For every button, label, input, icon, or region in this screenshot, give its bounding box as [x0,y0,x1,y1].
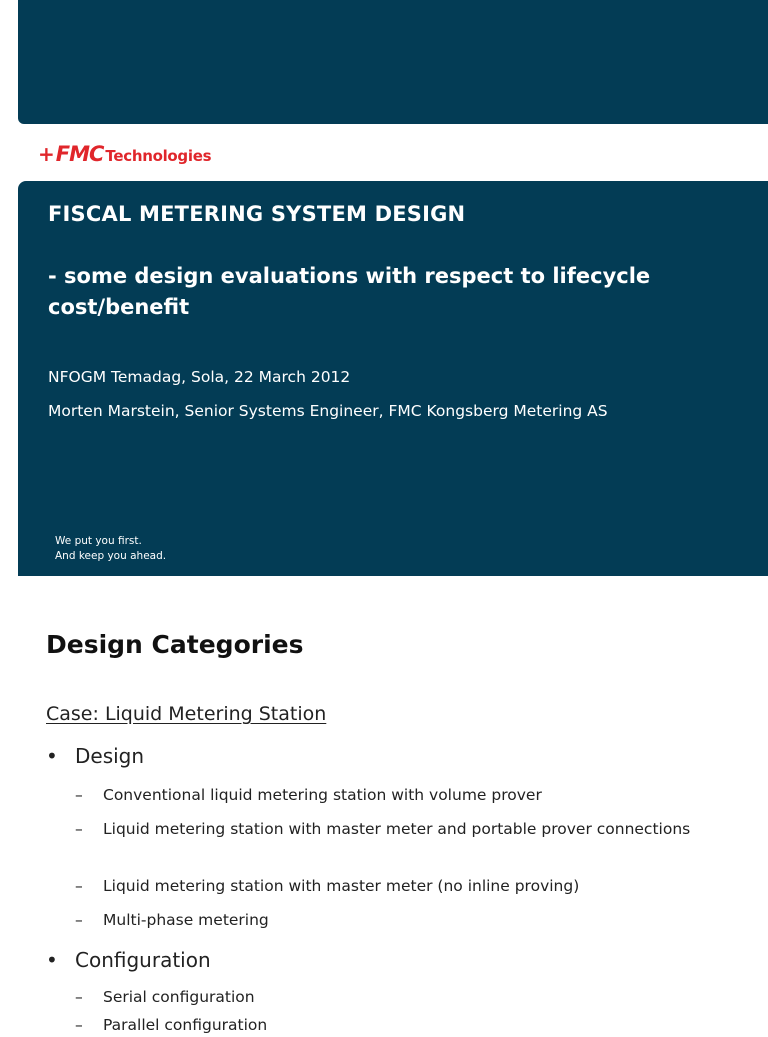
event-info: NFOGM Temadag, Sola, 22 March 2012 [48,368,351,386]
logo-brand: FMC [55,142,104,166]
list-item [75,875,695,898]
author-info: Morten Marstein, Senior Systems Engineer, FMC Kongsberg Metering AS [48,402,608,420]
bullet-item [46,948,211,972]
dash-icon: – [75,786,83,804]
bullet-label: Configuration [75,948,211,972]
list-item [75,1014,695,1037]
list-item-text: Liquid metering station with master meter and portable prover connections [103,820,691,838]
tagline-line-2: And keep you ahead. [55,550,167,562]
tagline [55,534,166,564]
tagline-line-1: We put you first. [55,535,142,547]
list-item-text: Multi-phase metering [103,911,269,929]
case-title: Case: Liquid Metering Station [46,703,327,725]
title-slide [18,181,768,576]
list-item-text: Conventional liquid metering station with volume prover [103,786,542,804]
dash-icon: – [75,911,83,929]
header-band [18,0,768,124]
dash-icon: – [75,820,83,838]
dash-icon: – [75,1016,83,1034]
list-item [75,909,695,932]
list-item-text: Liquid metering station with master meter (no inline proving) [103,877,580,895]
slide-title: FISCAL METERING SYSTEM DESIGN [48,202,466,226]
list-item-text: Serial configuration [103,988,255,1006]
bullet-label: Design [75,744,145,768]
bullet-item [46,744,144,768]
list-item [75,784,695,807]
bullet-icon: • [46,744,58,768]
list-item [75,818,695,841]
dash-icon: – [75,988,83,1006]
logo-suffix: Technologies [105,147,212,165]
list-item-text: Parallel configuration [103,1016,268,1034]
bullet-icon: • [46,948,58,972]
list-item [75,986,695,1009]
fmc-technologies-logo [38,142,211,168]
slide-subtitle: - some design evaluations with respect to lifecycle cost/benefit [48,264,651,319]
dash-icon: – [75,877,83,895]
logo-cross-icon: + [38,142,55,166]
page-title: Design Categories [46,630,304,659]
